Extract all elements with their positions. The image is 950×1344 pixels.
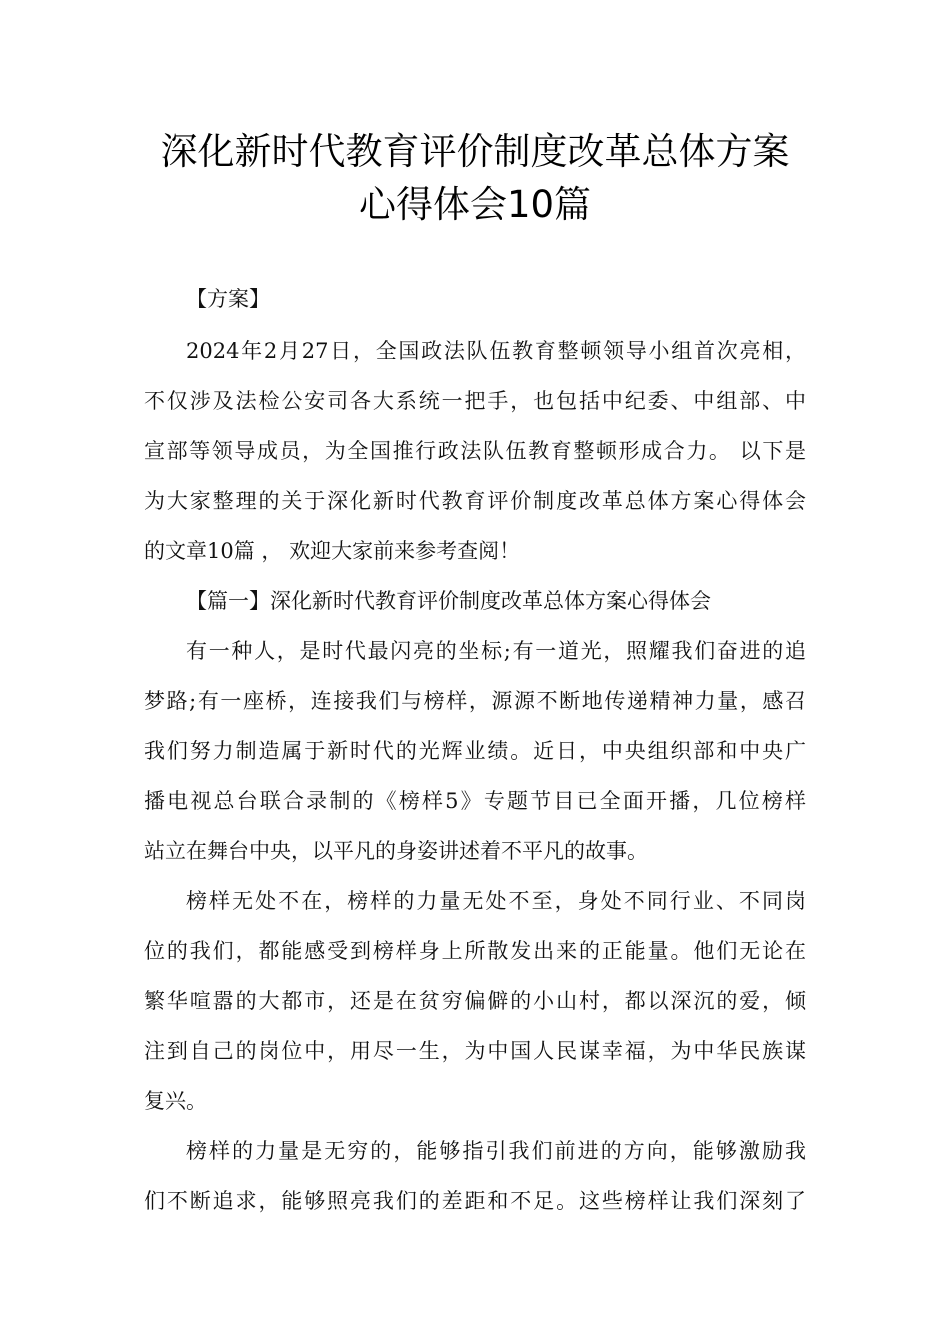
paragraph-line: 榜样无处不在，榜样的力量无处不至，身处不同行业、不同岗 xyxy=(186,889,806,913)
document-title-line-1: 深化新时代教育评价制度改革总体方案 xyxy=(160,130,790,173)
intro-line: 宣部等领导成员，为全国推行政法队伍教育整顿形成合力。 以下是 xyxy=(144,439,806,463)
intro-line: 为大家整理的关于深化新时代教育评价制度改革总体方案心得体会 xyxy=(144,489,806,513)
paragraph-line: 播电视总台联合录制的《榜样5》专题节目已全面开播，几位榜样 xyxy=(144,789,806,813)
paragraph-line: 梦路;有一座桥，连接我们与榜样，源源不断地传递精神力量，感召 xyxy=(144,689,806,713)
paragraph-line: 们不断追求，能够照亮我们的差距和不足。这些榜样让我们深刻了 xyxy=(144,1189,806,1213)
intro-line: 的文章10篇 ， 欢迎大家前来参考查阅！ xyxy=(144,539,521,563)
section-label: 【方案】 xyxy=(186,287,270,311)
chapter-one-heading: 【篇一】深化新时代教育评价制度改革总体方案心得体会 xyxy=(186,589,711,613)
document-title-line-2: 心得体会10篇 xyxy=(358,183,592,226)
paragraph-line: 复兴。 xyxy=(144,1089,207,1113)
paragraph-line: 位的我们，都能感受到榜样身上所散发出来的正能量。他们无论在 xyxy=(144,939,806,963)
paragraph-line: 注到自己的岗位中，用尽一生，为中国人民谋幸福，为中华民族谋 xyxy=(144,1039,806,1063)
paragraph-line: 站立在舞台中央，以平凡的身姿讲述着不平凡的故事。 xyxy=(144,839,648,863)
paragraph-line: 榜样的力量是无穷的，能够指引我们前进的方向，能够激励我 xyxy=(186,1139,806,1163)
paragraph-line: 我们努力制造属于新时代的光辉业绩。近日，中央组织部和中央广 xyxy=(144,739,806,763)
intro-line: 不仅涉及法检公安司各大系统一把手，也包括中纪委、中组部、中 xyxy=(144,389,806,413)
paragraph-line: 繁华喧嚣的大都市，还是在贫穷偏僻的小山村，都以深沉的爱，倾 xyxy=(144,989,806,1013)
intro-line: 2024年2月27日，全国政法队伍教育整顿领导小组首次亮相， xyxy=(186,339,806,363)
paragraph-line: 有一种人，是时代最闪亮的坐标;有一道光，照耀我们奋进的追 xyxy=(186,639,806,663)
